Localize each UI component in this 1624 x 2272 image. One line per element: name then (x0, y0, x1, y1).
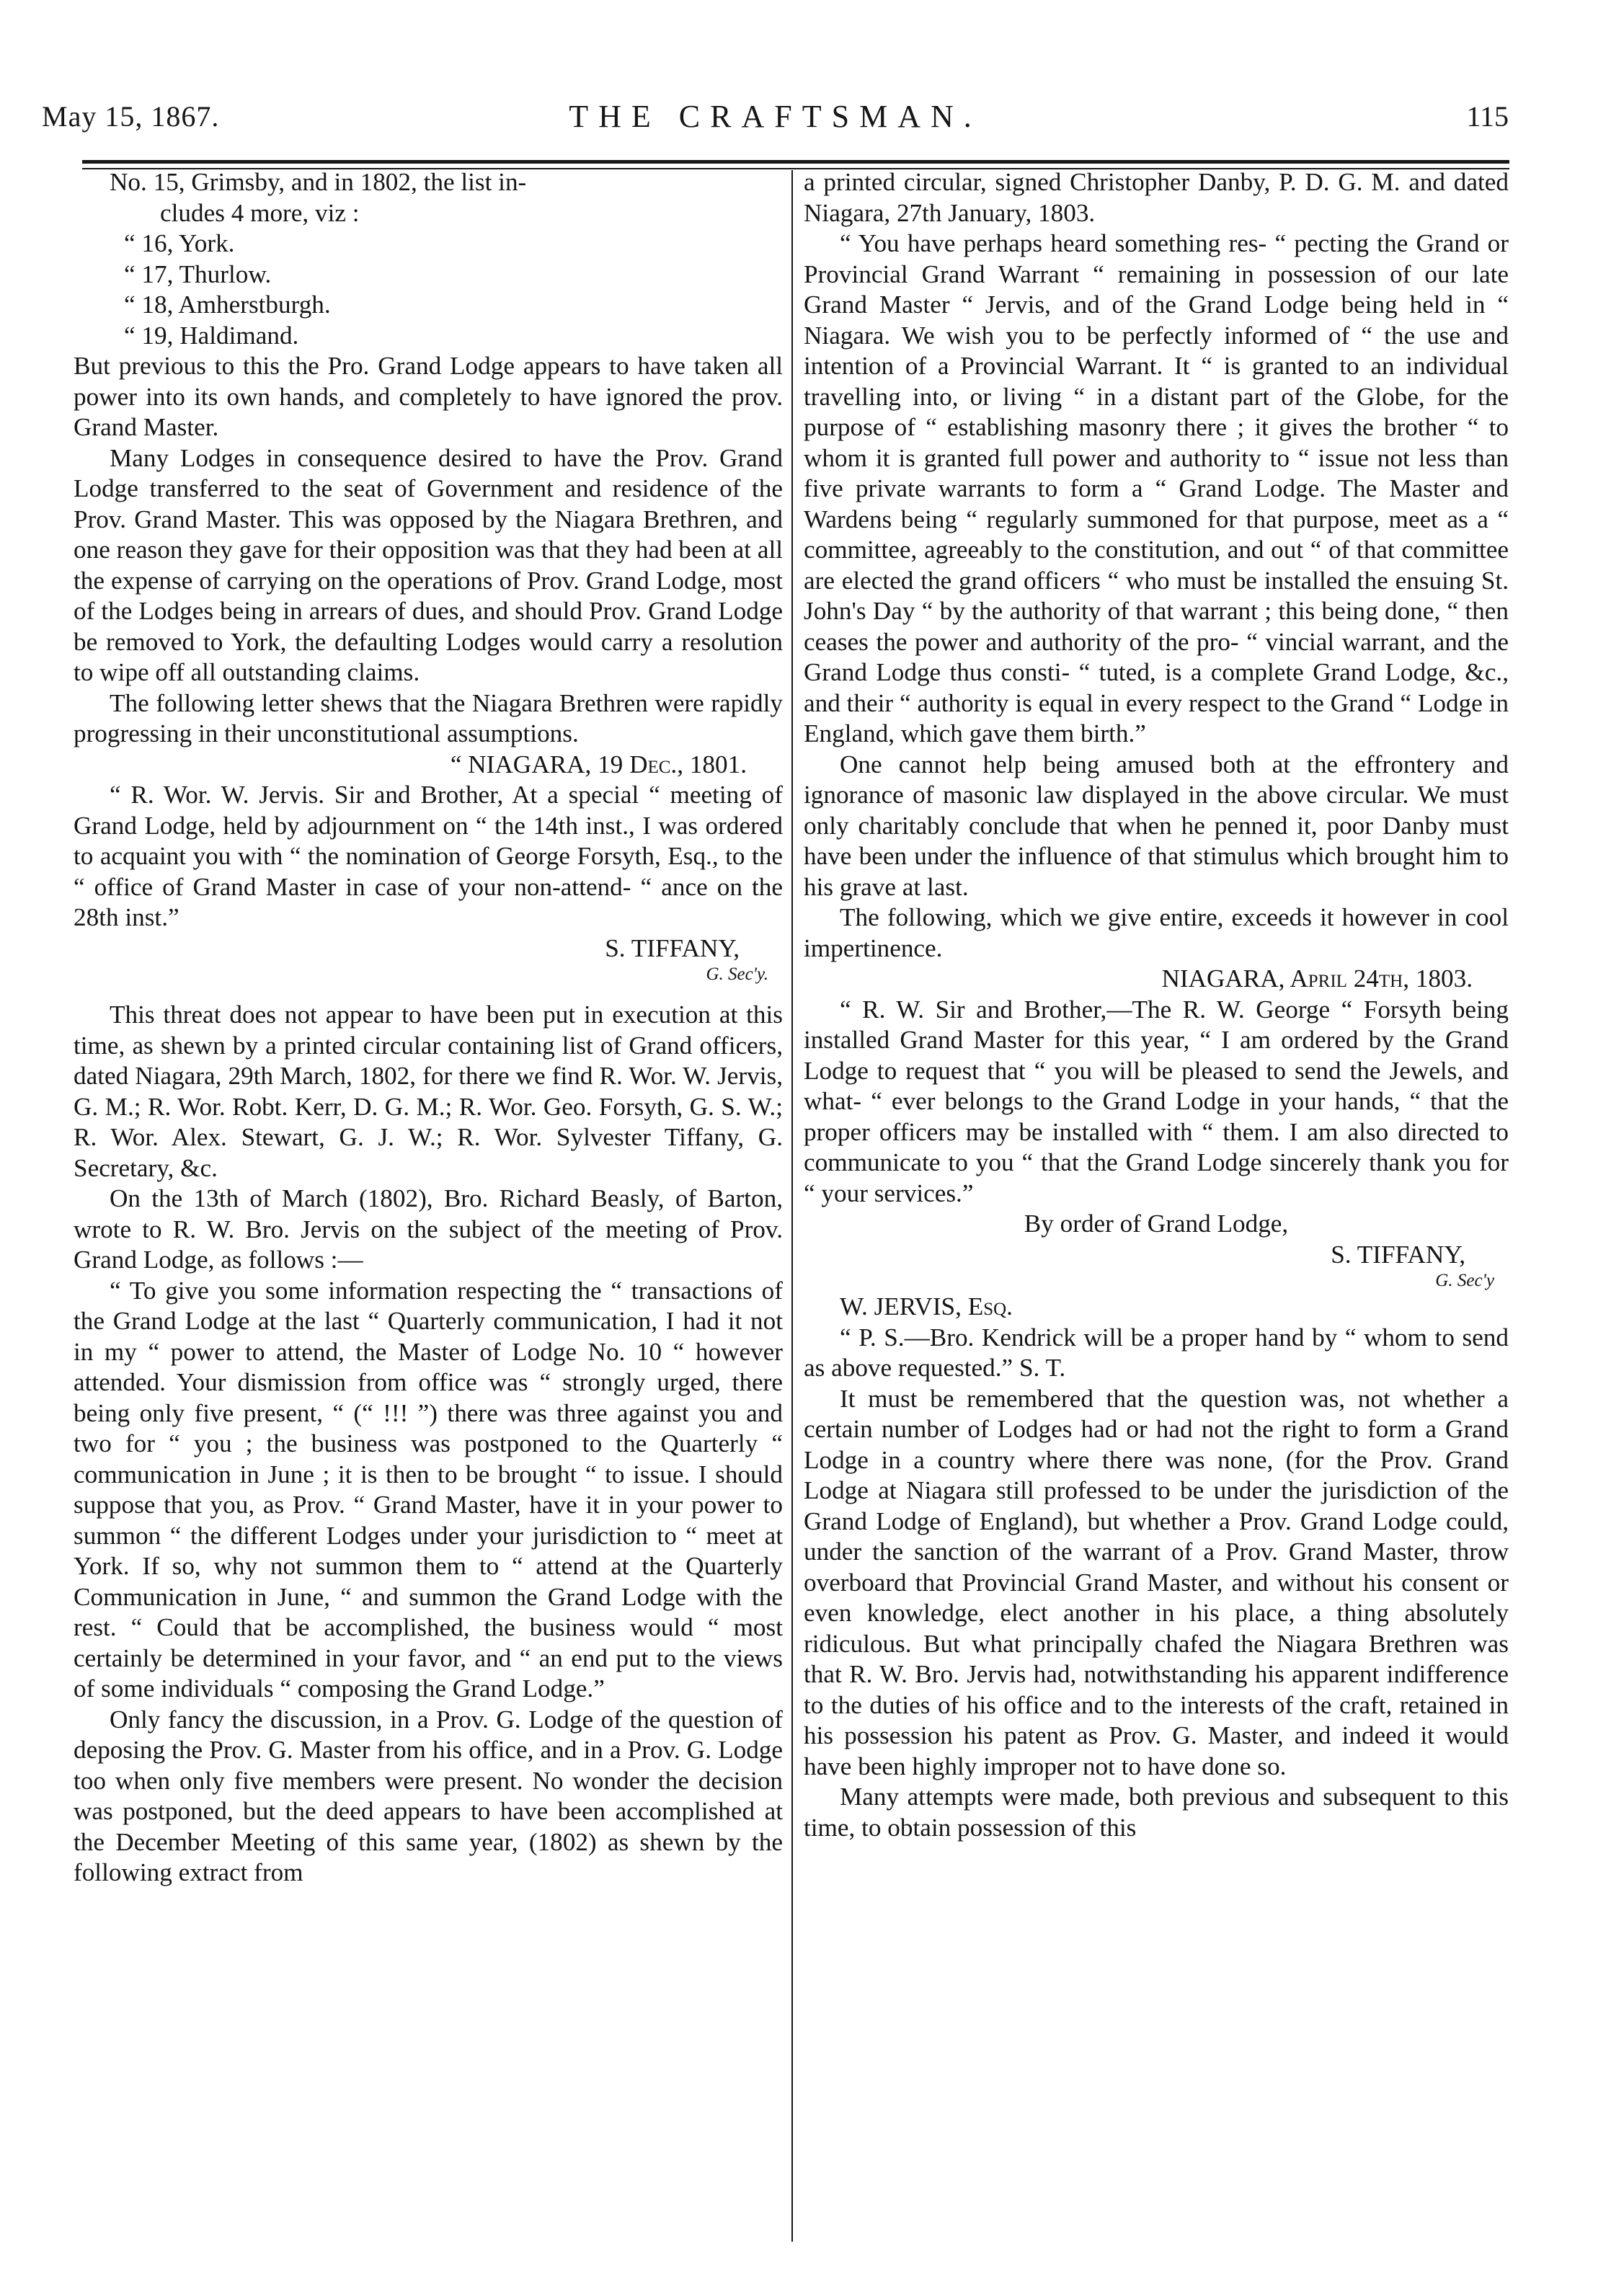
paragraph: The following letter shews that the Niagara Brethren were rapidly progressing in their unconstitutional assumptions. (74, 688, 783, 747)
lodge-list-item: “ 19, Haldimand. (124, 321, 299, 350)
lodge-list-intro-cont: cludes 4 more, viz : (160, 198, 360, 227)
issue-date: May 15, 1867. (42, 100, 220, 133)
lodge-list-item: “ 16, York. (124, 229, 235, 257)
lodge-list-item: “ 17, Thurlow. (124, 259, 272, 288)
right-column (804, 167, 1509, 1843)
quoted-letter: “ R. W. Sir and Brother,—The R. W. George “ Forsyth being installed Grand Master for this year, “ I am ordered by the Grand Lodge to request that “ you will be pleased to send the Jewels, and what- “ ever belongs to the Grand Lodge in your hands, “ that the proper officers may be installed with “ them. I am also directed to communicate to you “ that the Grand Lodge sincerely thank you for “ your services.” (804, 995, 1509, 1207)
letter-signature: S. TIFFANY, (605, 933, 740, 962)
paragraph: But previous to this the Pro. Grand Lodge appears to have taken all power into its own hands, and completely to have ignored the prov. Grand Master. (74, 352, 783, 441)
paragraph: This threat does not appear to have been put in execution at this time, as shewn by a printed circular containing list of Grand officers, dated Niagara, 29th March, 1802, for there we find R. Wor. W. Jervis, G. M.; R. Wor. Robt. Kerr, D. G. M.; R. Wor. Geo. Forsyth, G. S. W.; R. Wor. Alex. Stewart, G. J. W.; R. Wor. Sylvester Tiffany, G. Secretary, &c. (74, 1000, 783, 1182)
paragraph: Many Lodges in consequence desired to have the Prov. Grand Lodge transferred to the seat of Government and residence of the Prov. Grand Master. This was opposed by the Niagara Brethren, and one reason they gave for their opposition was that they had been at all the expense of carrying on the operations of Prov. Grand Lodge, most of the Lodges being in arrears of dues, and should Prov. Grand Lodge be removed to York, the defaulting Lodges would carry a resolution to wipe off all outstanding claims. (74, 443, 783, 686)
quoted-letter: “ R. Wor. W. Jervis. Sir and Brother, At a special “ meeting of Grand Lodge, held by adjournment on “ the 14th inst., I was ordered to acquaint you with “ the nomination of George Forsyth, Esq., to the “ office of Grand Master in case of your non-attend- “ ance on the 28th inst.” (74, 781, 783, 931)
journal-title: THE CRAFTSMAN. (569, 99, 982, 134)
page-number: 115 (1466, 100, 1509, 133)
letter-signature: S. TIFFANY, (1331, 1240, 1465, 1269)
lodge-list-item: “ 18, Amherstburgh. (124, 290, 331, 319)
header-rule-thick (82, 160, 1509, 164)
paragraph: Only fancy the discussion, in a Prov. G. Lodge of the question of deposing the Prov. G. Master from his office, and in a Prov. G. Lodge too when only five members were present. No wonder the decision was postponed, but the deed appears to have been accomplished at the December Meeting of this same year, (1802) as shewn by the following extract from (74, 1705, 783, 1886)
page-header (42, 92, 1509, 143)
letter-closing: By order of Grand Lodge, (1024, 1210, 1289, 1238)
postscript: “ P. S.—Bro. Kendrick will be a proper hand by “ whom to send as above requested.” S. T. (804, 1323, 1509, 1382)
left-column (74, 167, 783, 1889)
paragraph: Many attempts were made, both previous and subsequent to this time, to obtain possession of this (804, 1783, 1509, 1842)
signature-title: G. Sec'y. (706, 964, 768, 984)
signature-title: G. Sec'y (1435, 1271, 1494, 1290)
paragraph: On the 13th of March (1802), Bro. Richard Beasly, of Barton, wrote to R. W. Bro. Jervis on the subject of the meeting of Prov. Grand Lodge, as follows :— (74, 1184, 783, 1274)
quoted-letter: “ To give you some information respecting the “ transactions of the Grand Lodge at the last “ Quarterly communication, I had it not in my “ power to attend, the Master of Lodge No. 10 “ however attended. Your dismission from office was “ strongly urged, there being only five present, “ (“ !!! ”) there was three against you and two for “ you ; the business was postponed to the Quarterly “ communication in June ; it is then to be brought “ to issue. I should suppose that you, as Prov. “ Grand Master, have it in your power to summon “ the different Lodges under your jurisdiction to “ meet at York. If so, why not summon them to “ attend at the Quarterly Communication in June, “ and summon the Grand Lodge with the rest. “ Could that be accomplished, the business would “ most certainly be determined in your favor, and “ an end put to the views of some individuals “ composing the Grand Lodge.” (74, 1276, 783, 1703)
paragraph: The following, which we give entire, exceeds it however in cool impertinence. (804, 903, 1509, 962)
letter-dateline: NIAGARA, April 24th, 1803. (1161, 964, 1473, 993)
paragraph: It must be remembered that the question was, not whether a certain number of Lodges had or had not the right to form a Grand Lodge in a country where there was none, (for the Prov. Grand Lodge at Niagara still professed to be under the jurisdiction of the Grand Lodge of England), but whether a Prov. Grand Lodge could, under the sanction of the warrant of a Prov. Grand Master, throw overboard that Provincial Grand Master, and without his consent or even knowledge, elect another in his place, a thing absolutely ridiculous. But what principally chafed the Niagara Brethren was that R. W. Bro. Jervis had, notwithstanding his apparent indifference to the duties of his office and to the interests of the craft, retained in his possession his patent as Prov. G. Master, and indeed it would have been highly improper not to have done so. (804, 1384, 1509, 1780)
letter-addressee: W. JERVIS, Esq. (840, 1292, 1013, 1321)
letter-dateline: “ NIAGARA, 19 Dec., 1801. (450, 750, 747, 778)
column-divider (791, 170, 793, 2242)
lodge-list-intro: No. 15, Grimsby, and in 1802, the list in- (110, 168, 527, 196)
quoted-circular: “ You have perhaps heard something res- “ pecting the Grand or Provincial Grand Warrant “ remaining in possession of our late Grand Master “ Jervis, and of the Grand Lodge being held in “ Niagara. We wish you to be perfectly informed of “ the use and intention of a Provincial Warrant. It “ is granted to an individual travelling into, or living “ in a distant part of the Globe, for the purpose of “ establishing masonry there ; it gives the brother “ to whom it is granted full power and authority to “ issue not less than five private warrants to form a “ Grand Lodge. The Master and Wardens being “ regularly summoned for that purpose, meet as a “ committee, agreeably to the constitution, and out “ of that committee are elected the grand officers “ who must be installed the ensuing St. John's Day “ by the authority of that warrant ; this being done, “ then ceases the power and authority of the pro- “ vincial warrant, and the Grand Lodge thus consti- “ tuted, is a complete Grand Lodge, &c., and their “ authority is equal in every respect to the Grand “ Lodge in England, which gave them birth.” (804, 229, 1509, 747)
paragraph: a printed circular, signed Christopher Danby, P. D. G. M. and dated Niagara, 27th January, 1803. (804, 168, 1509, 227)
paragraph: One cannot help being amused both at the effrontery and ignorance of masonic law displayed in the above circular. We must only charitably conclude that when he penned it, poor Danby must have been under the influence of that stimulus which brought him to his grave at last. (804, 750, 1509, 901)
